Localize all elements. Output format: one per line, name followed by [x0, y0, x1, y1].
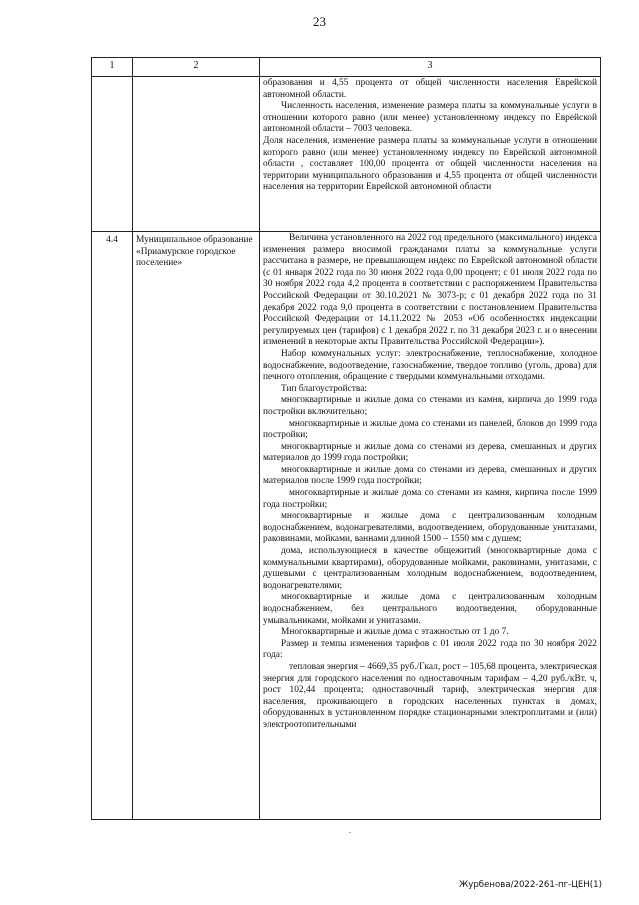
paragraph: Набор коммунальных услуг: электроснабжение, теплоснабжение, холодное водоснабжение, водоотведение, газоснабжение, твердое топливо (уголь, дрова) для печного отопления, обращение с твердыми коммунальными отходами. [263, 348, 597, 383]
tariff-table [91, 57, 601, 820]
paragraph: многоквартирные и жилые дома со стенами из дерева, смешанных и других материалов после 1999 года постройки; [263, 464, 597, 487]
paragraph: Многоквартирные и жилые дома с этажностью от 1 до 7. [281, 627, 509, 638]
table-header-row [92, 58, 601, 77]
row-description [260, 232, 601, 820]
table-row [92, 77, 601, 232]
row-description [260, 77, 601, 232]
paragraph: тепловая энергия – 4669,35 руб./Гкал, рост – 105,68 процента, электрическая энергия для городского населения по одноставочным тарифам – 4,20 руб./кВт. ч, рост 102,44 процента; одноставочный тариф, электрическая энергия для населения, проживающего в городских населенных пунктах в домах, оборудованных в установленном порядке стационарными электроплитами и (или) электроотопительными [263, 661, 597, 730]
paragraph: Доля населения, изменение размера платы за коммунальные услуги в отношении которого равно (или менее) установленному индексу по Еврейской автономной области , составляет 100,00 процента от общей численности населения на территории муниципального образования и 4,55 процента от общей численности населения на территории Еврейской автономной области [263, 135, 597, 193]
paragraph: многоквартирные и жилые дома с централизованным холодным водоснабжением, без центрального водоотведения, оборудованные умывальниками, мойками и унитазами. [263, 592, 597, 626]
paragraph: многоквартирные и жилые дома со стенами из дерева, смешанных и других материалов до 1999 года постройки; [263, 441, 597, 464]
header-col-1: 1 [92, 58, 133, 77]
row-number [92, 77, 133, 232]
row-number: 4.4 [92, 232, 133, 820]
header-col-2: 2 [133, 58, 260, 77]
paragraph: Величина установленного на 2022 год предельного (максимального) индекса изменения размера вносимой гражданами платы за коммунальные услуги рассчитана в размере, не превышающем индекс по Еврейской автономной области (с 01 января 2022 года по 30 июня 2022 года 0,00 процент; с 01 июля 2022 года по 30 ноября 2022 года 4,2 процента в соответствии с распоряжением Правительства Российской Федерации от 30.10.2021 № 3073-р; с 01 декабря 2022 года по 31 декабря 2022 года 9,0 процента в соответствии с постановлением Правительства Российской Федерации от 14.11.2022 № 2053 «Об особенностях индексации регулируемых цен (тарифов) с 1 декабря 2022 г. по 31 декабря 2023 г. и о внесении изменений в некоторые акты Правительства Российской Федерации»). [263, 233, 597, 348]
scan-mark: . [349, 826, 351, 835]
paragraph: Численность населения, изменение размера платы за коммунальные услуги в отношении которого равно (или менее) установленному индексу по Еврейской автономной области – 7003 человека. [263, 101, 597, 135]
paragraph: дома, использующиеся в качестве общежитий (многоквартирные дома с коммунальными квартирами), оборудованные мойками, раковинами, унитазами, с душевыми с централизованным холодным водоснабжением, водоотведением, водонагревателями; [263, 546, 597, 591]
document-id: Журбенова/2022-261-пг-ЦЕН(1) [459, 880, 602, 890]
header-col-3: 3 [260, 58, 601, 77]
paragraph: образования и 4,55 процента от общей численности населения Еврейской автономной области. [263, 78, 597, 100]
table-row [92, 232, 601, 820]
paragraph: многоквартирные и жилые дома со стенами из камня, кирпича до 1999 года постройки включительно; [263, 395, 597, 417]
paragraph: многоквартирные и жилые дома с централизованным холодным водоснабжением, водонагревателями, водоотведением, оборудованные унитазами, раковинами, мойками, ваннами длиной 1500 – 1550 мм с душем; [263, 511, 597, 545]
municipality-name [133, 77, 260, 232]
paragraph: многоквартирные и жилые дома со стенами из камня, кирпича после 1999 года постройки; [263, 488, 597, 510]
paragraph: Размер и темпы изменения тарифов с 01 июля 2022 года по 30 ноября 2022 года: [263, 638, 597, 661]
municipality-name: Муниципальное образование «Приамурское городское поселение» [133, 232, 260, 820]
paragraph: Тип благоустройства: [281, 383, 367, 394]
paragraph: многоквартирные и жилые дома со стенами из панелей, блоков до 1999 года постройки; [263, 418, 597, 441]
page-number: 23 [313, 14, 326, 29]
